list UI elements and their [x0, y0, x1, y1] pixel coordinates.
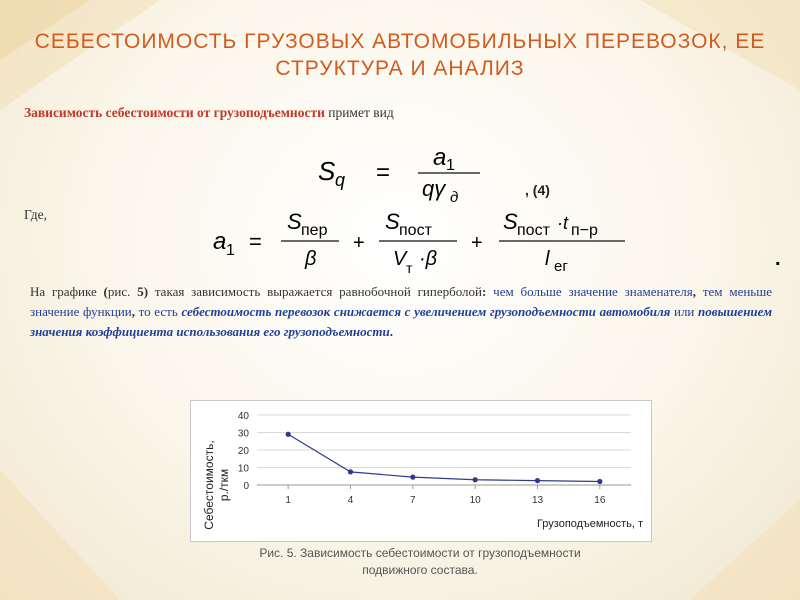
equation-number: , (4): [525, 182, 550, 198]
f2-t3-num-mid: ·t: [557, 213, 568, 233]
y-tick-label: 20: [237, 446, 249, 457]
x-tick-label: 10: [469, 495, 481, 506]
f1-num: a: [433, 144, 447, 171]
line-chart: [191, 401, 651, 541]
caption-line-2: подвижного состава.: [362, 563, 478, 577]
x-tick-label: 1: [285, 495, 291, 506]
y-tick-label: 40: [237, 411, 249, 422]
para-p7: чем больше значение знаменателя: [486, 284, 693, 299]
f2-t2-num: S: [385, 209, 400, 234]
x-tick-label: 4: [347, 495, 354, 506]
data-point: [410, 475, 415, 480]
y-tick-label: 30: [237, 428, 249, 440]
where-label: Где,: [24, 207, 48, 222]
lead-text: [24, 105, 394, 121]
formula-2: [205, 205, 795, 277]
series-line: [288, 434, 600, 481]
x-tick-label: 7: [410, 495, 416, 506]
data-point: [286, 432, 291, 437]
data-point: [535, 478, 540, 483]
x-axis-label: Грузоподъемность, т: [536, 518, 643, 530]
f2-plus-2: +: [471, 232, 483, 254]
x-tick-label: 16: [594, 495, 606, 506]
data-point: [348, 469, 353, 474]
f2-t1-num-sub: пер: [301, 222, 328, 239]
para-p3: рис.: [107, 284, 138, 299]
f2-lhs-sub: 1: [226, 242, 235, 259]
para-p15: .: [389, 324, 393, 339]
f2-plus-1: +: [353, 232, 365, 254]
figure-caption: [200, 545, 640, 579]
f2-t2-den-a: V: [393, 248, 407, 270]
f2-t1-den: β: [305, 248, 317, 270]
f2-t1-num: S: [287, 209, 302, 234]
x-tick-label: 13: [531, 495, 544, 506]
f2-t2-den-a-sub: т: [406, 260, 413, 276]
para-p13: или: [670, 304, 699, 319]
formula-1: [300, 140, 500, 210]
f2-end: .: [775, 248, 781, 270]
data-point: [473, 477, 478, 482]
y-axis-label-line1: Себестоимость,: [202, 440, 216, 530]
f2-t3-num: S: [503, 209, 518, 234]
lead-bold: Зависимость себестоимости от грузоподъемности: [24, 105, 325, 120]
f2-t3-den-sub: ег: [554, 258, 568, 275]
para-p12: себестоимость перевозок снижается с увеличением грузоподъемности автомобиля: [181, 304, 671, 319]
y-tick-label: 10: [237, 463, 249, 475]
para-p2: (: [103, 284, 108, 299]
y-axis-label-line2: р./ткм: [217, 468, 231, 502]
f2-t3-num-sub2: п−р: [571, 222, 598, 239]
f1-lhs-sub: q: [335, 170, 346, 190]
para-p1: На графике: [30, 284, 104, 299]
para-p4: 5): [137, 284, 149, 299]
f1-den: qγ: [422, 176, 446, 201]
f2-t3-num-sub: пост: [517, 222, 550, 239]
f2-t3-den: l: [545, 248, 550, 270]
caption-line-1: Рис. 5. Зависимость себестоимости от грузоподъемности: [259, 546, 581, 560]
f2-eq: =: [249, 229, 262, 254]
data-point: [597, 479, 602, 484]
f2-t2-den-b: ·β: [419, 248, 438, 270]
para-p14: повышением значения коэффициента использования его грузоподъемности: [30, 304, 773, 339]
f1-lhs: S: [318, 156, 336, 186]
lead-rest: примет вид: [324, 105, 394, 120]
chart-container: [190, 400, 652, 542]
para-p5: такая зависимость выражается равнобочной гиперболой: [148, 284, 482, 299]
para-p10: ,: [131, 304, 135, 319]
f1-num-sub: 1: [446, 157, 455, 174]
y-tick-label: 0: [243, 481, 249, 492]
f1-den-sub: д: [450, 189, 459, 206]
f2-t2-num-sub: пост: [399, 222, 432, 239]
explanation-paragraph: [30, 282, 772, 342]
para-p9: тем меньше значение функции: [30, 284, 773, 319]
para-p6: :: [482, 284, 487, 299]
f2-lhs: a: [213, 228, 227, 255]
para-p8: ,: [692, 284, 697, 299]
para-p11: то есть: [134, 304, 182, 319]
f1-rel: =: [376, 159, 391, 186]
slide-title: СЕБЕСТОИМОСТЬ ГРУЗОВЫХ АВТОМОБИЛЬНЫХ ПЕРЕВОЗОК, ЕЕ СТРУКТУРА И АНАЛИЗ: [34, 30, 766, 80]
